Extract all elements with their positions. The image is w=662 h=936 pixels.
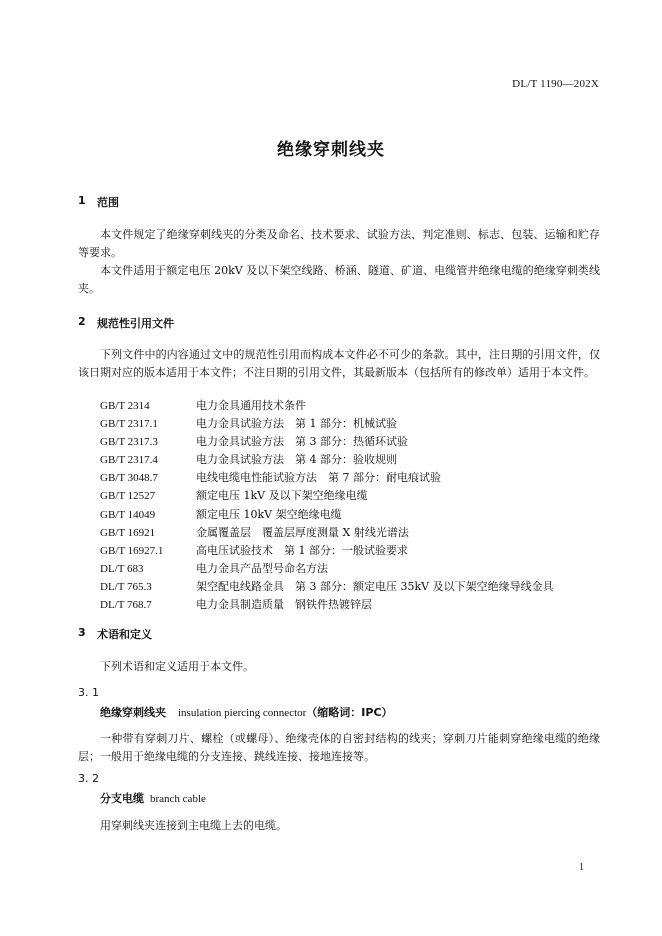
scope-paragraph-2: 本文件适用于额定电压 20kV 及以下架空线路、桥涵、隧道、矿道、电缆管井绝缘电缆的绝缘穿刺类线夹。 (78, 264, 600, 295)
reference-title: 电力金具试验方法 第 3 部分：热循环试验 (196, 435, 408, 449)
reference-title: 架空配电线路金具 第 3 部分：额定电压 35kV 及以下架空绝缘导线金具 (196, 579, 554, 593)
reference-code: GB/T 16921 (100, 526, 156, 539)
reference-code: GB/T 2317.1 (100, 418, 158, 431)
term-english: branch cable (150, 793, 206, 805)
section-title: 规范性引用文件 (97, 317, 174, 330)
page-title: 绝缘穿刺线夹 (277, 140, 385, 160)
reference-item (100, 542, 554, 560)
term-definition: 用穿刺线夹连接到主电缆上去的电缆。 (100, 819, 287, 832)
section-number: 2 (78, 315, 86, 328)
term-english: insulation piercing connector (178, 707, 307, 719)
reference-item (100, 487, 554, 505)
page-number: 1 (579, 862, 584, 873)
reference-item (100, 415, 554, 433)
reference-code: GB/T 2314 (100, 400, 150, 412)
reference-item (100, 433, 554, 451)
reference-code: DL/T 768.7 (100, 599, 152, 612)
reference-item (100, 506, 554, 524)
term-chinese: 绝缘穿刺线夹 (100, 706, 166, 719)
reference-title: 金属覆盖层 覆盖层厚度测量 X 射线光谱法 (196, 525, 409, 539)
section-heading-normative (78, 315, 174, 331)
section-title: 范围 (97, 196, 119, 209)
reference-item (100, 596, 554, 614)
reference-title: 额定电压 1kV 及以下架空绝缘电缆 (196, 489, 368, 503)
reference-list (100, 397, 554, 614)
reference-code: GB/T 14049 (100, 508, 156, 521)
section-heading-scope (78, 194, 119, 210)
terms-intro: 下列术语和定义适用于本文件。 (100, 660, 254, 673)
reference-item (100, 397, 554, 415)
reference-title: 电力金具产品型号命名方法 (196, 561, 328, 575)
reference-item (100, 560, 554, 578)
term-heading (100, 790, 206, 806)
reference-code: GB/T 2317.3 (100, 436, 158, 449)
reference-code: GB/T 2317.4 (100, 454, 158, 467)
term-heading (100, 704, 393, 720)
section-number: 3 (78, 626, 86, 639)
term-definition: 一种带有穿刺刀片、螺栓（或螺母）、绝缘壳体的自密封结构的线夹；穿刺刀片能刺穿绝缘电缆的绝缘层；一般用于绝缘电缆的分支连接、跳线连接、接地连接等。 (78, 732, 600, 763)
reference-code: GB/T 16927.1 (100, 544, 164, 557)
reference-item (100, 469, 554, 487)
normative-intro: 下列文件中的内容通过文中的规范性引用而构成本文件必不可少的条款。其中，注日期的引用文件，仅该日期对应的版本适用于本文件；不注日期的引用文件，其最新版本（包括所有的修改单）适用于本文件。 (78, 348, 600, 379)
reference-item (100, 578, 554, 596)
reference-code: GB/T 3048.7 (100, 472, 158, 485)
reference-title: 电力金具试验方法 第 4 部分：验收规则 (196, 453, 397, 467)
reference-title: 电力金具通用技术条件 (196, 399, 306, 412)
section-number: 1 (78, 194, 86, 207)
term-number: 3. 1 (78, 686, 99, 699)
reference-item (100, 451, 554, 469)
reference-title: 高电压试验技术 第 1 部分：一般试验要求 (196, 543, 408, 557)
term-abbreviation: （缩略词：IPC） (306, 706, 393, 719)
reference-code: DL/T 683 (100, 562, 144, 575)
section-title: 术语和定义 (97, 628, 152, 641)
reference-title: 电线电缆电性能试验方法 第 7 部分：耐电痕试验 (196, 471, 441, 485)
term-number: 3. 2 (78, 772, 99, 785)
section-heading-terms (78, 626, 152, 642)
reference-title: 电力金具制造质量 钢铁件热镀锌层 (196, 598, 372, 612)
reference-title: 电力金具试验方法 第 1 部分：机械试验 (196, 417, 397, 431)
reference-code: DL/T 765.3 (100, 580, 152, 593)
reference-title: 额定电压 10kV 架空绝缘电缆 (196, 507, 342, 521)
reference-item (100, 524, 554, 542)
scope-paragraph-1: 本文件规定了绝缘穿刺线夹的分类及命名、技术要求、试验方法、判定准则、标志、包装、运输和贮存等要求。 (78, 228, 600, 259)
term-chinese: 分支电缆 (100, 792, 144, 805)
reference-code: GB/T 12527 (100, 490, 156, 503)
document-id: DL/T 1190—202X (512, 78, 599, 90)
